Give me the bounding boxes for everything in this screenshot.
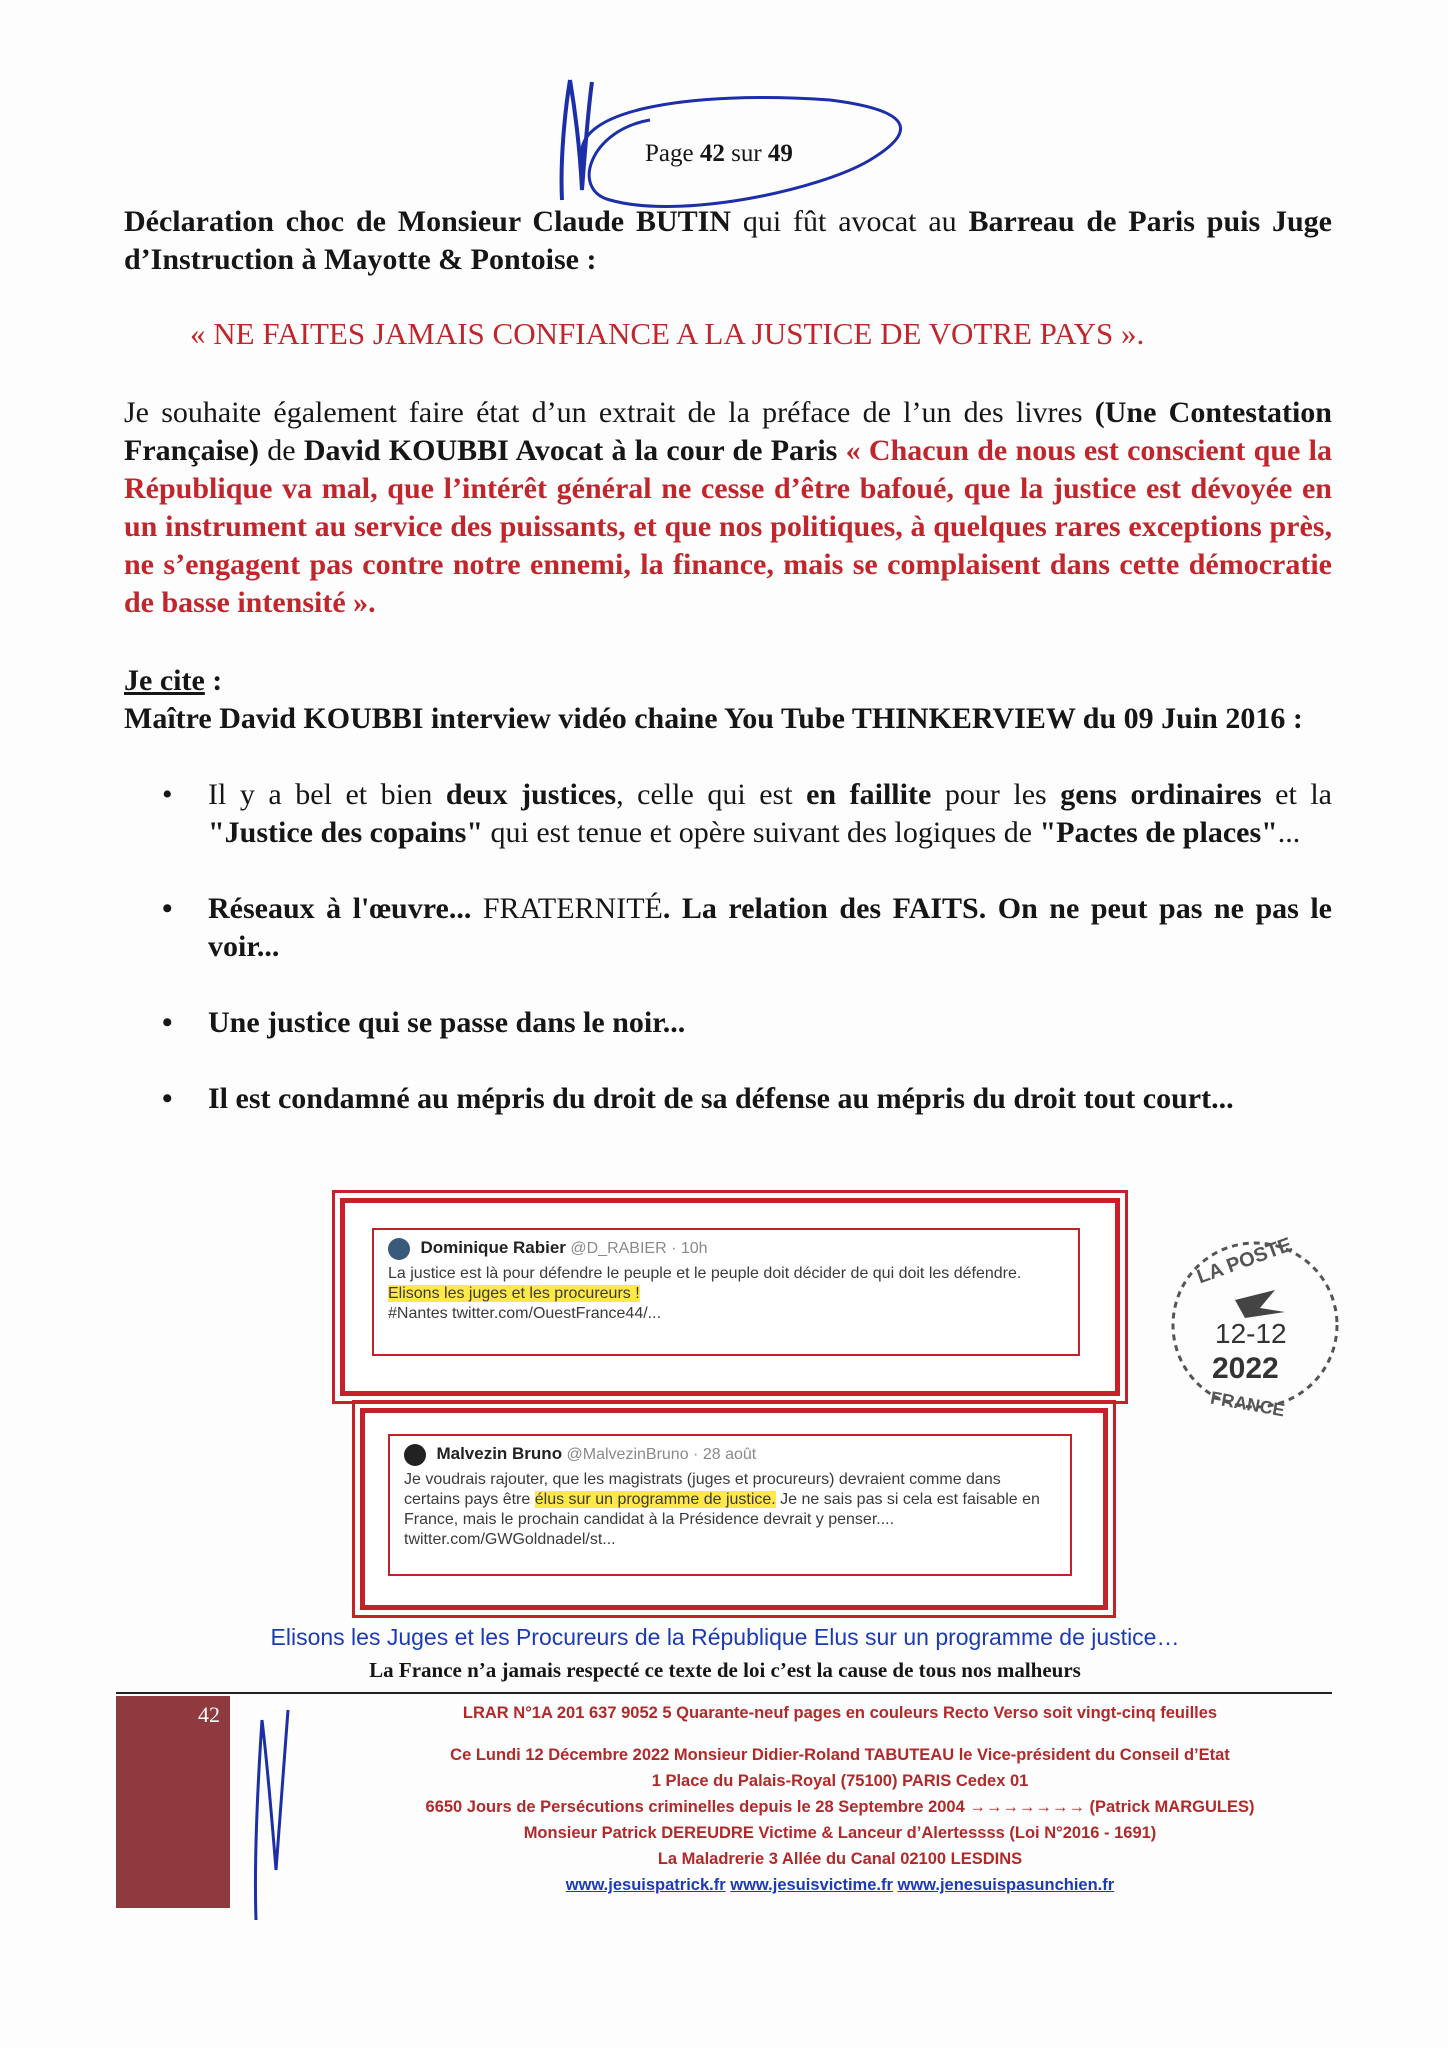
- cite-label: Je cite :: [124, 664, 223, 697]
- cite-source: Maître David KOUBBI interview vidéo chaine You Tube THINKERVIEW du 09 Juin 2016 :: [124, 702, 1303, 735]
- slogan: Elisons les Juges et les Procureurs de la République Elus sur un programme de justice…: [270, 1624, 1180, 1650]
- avatar: [404, 1444, 426, 1466]
- preface-paragraph: Je souhaite également faire état d’un extrait de la préface de l’un des livres (Une Contestation Française) de David KOUBBI Avocat à la cour de Paris « Chacun de nous est conscient que la République va mal, que l’intérêt général ne cesse d’être bafoué, que la justice est dévoyée en un instrument au service des puissants, et que nos politiques, à quelques rares exceptions près, ne s’engagent pas contre notre ennemi, la finance, mais se complaisent dans cette démocratie de basse intensité ».: [124, 396, 1332, 619]
- stamp-year: 2022: [1212, 1352, 1279, 1385]
- list-item: • Une justice qui se passe dans le noir...: [124, 1004, 1332, 1042]
- stamp-date: 12-12: [1215, 1318, 1287, 1349]
- link-jesuisvictime[interactable]: www.jesuisvictime.fr: [730, 1876, 893, 1894]
- slogan-subtitle: La France n’a jamais respecté ce texte de loi c’est la cause de tous nos malheurs: [369, 1658, 1081, 1682]
- link-jesuispatrick[interactable]: www.jesuispatrick.fr: [565, 1876, 726, 1894]
- tweet-card-2: Malvezin Bruno @MalvezinBruno · 28 août Je voudrais rajouter, que les magistrats (juges et procureurs) devraient comme dans certains pays être élus sur un programme de justice. Je ne sais pas si cela est faisable en France, mais le prochain candidat à la Présidence devrait y penser.... twitter.com/GWGoldnadel/st...: [388, 1434, 1072, 1576]
- main-quote: « NE FAITES JAMAIS CONFIANCE A LA JUSTICE DE VOTRE PAYS ».: [190, 316, 1145, 351]
- signature-mark-footer: [236, 1700, 306, 1930]
- list-item: • Il est condamné au mépris du droit de sa défense au mépris du droit tout court...: [124, 1080, 1332, 1118]
- intro-paragraph: Déclaration choc de Monsieur Claude BUTIN qui fût avocat au Barreau de Paris puis Juge d’Instruction à Mayotte & Pontoise :: [124, 205, 1332, 276]
- quote-list: [124, 776, 1332, 1156]
- stamp-top-text: LA POSTE: [1194, 1233, 1295, 1289]
- page-number-header: Page 42 sur 49: [645, 140, 793, 167]
- list-item: • Il y a bel et bien deux justices, celle qui est en faillite pour les gens ordinaires et la "Justice des copains" qui est tenue et opère suivant des logiques de "Pactes de places"...: [124, 776, 1332, 852]
- tweet-card-1: Dominique Rabier @D_RABIER · 10h La justice est là pour défendre le peuple et le peuple doit décider de qui doit les défendre. Elisons les juges et les procureurs ! #Nantes twitter.com/OuestFrance44/...: [372, 1228, 1080, 1356]
- footer-divider: [116, 1692, 1332, 1694]
- footer-page-box: 42: [116, 1696, 230, 1908]
- link-jenesuispasunchien[interactable]: www.jenesuispasunchien.fr: [897, 1876, 1115, 1894]
- footer-text: LRAR N°1A 201 637 9052 5 Quarante-neuf pages en couleurs Recto Verso soit vingt-cinq feuilles Ce Lundi 12 Décembre 2022 Monsieur Didier-Roland TABUTEAU le Vice-président du Conseil d’Etat 1 Place du Palais-Royal (75100) PARIS Cedex 01 6650 Jours de Persécutions criminelles depuis le 28 Septembre 2004 →→→→→→→ (Patrick MARGULES) Monsieur Patrick DEREUDRE Victime & Lanceur d’Alertessss (Loi N°2016 - 1691) La Maladrerie 3 Allée du Canal 02100 LESDINS www.jesuispatrick.fr www.jesuisvictime.fr www.jenesuispasunchien.fr: [425, 1704, 1255, 1894]
- avatar: [388, 1238, 410, 1260]
- stamp-bottom-text: FRANCE: [1208, 1387, 1287, 1421]
- list-item: • Réseaux à l'œuvre... FRATERNITÉ. La relation des FAITS. On ne peut pas ne pas le voir...: [124, 890, 1332, 966]
